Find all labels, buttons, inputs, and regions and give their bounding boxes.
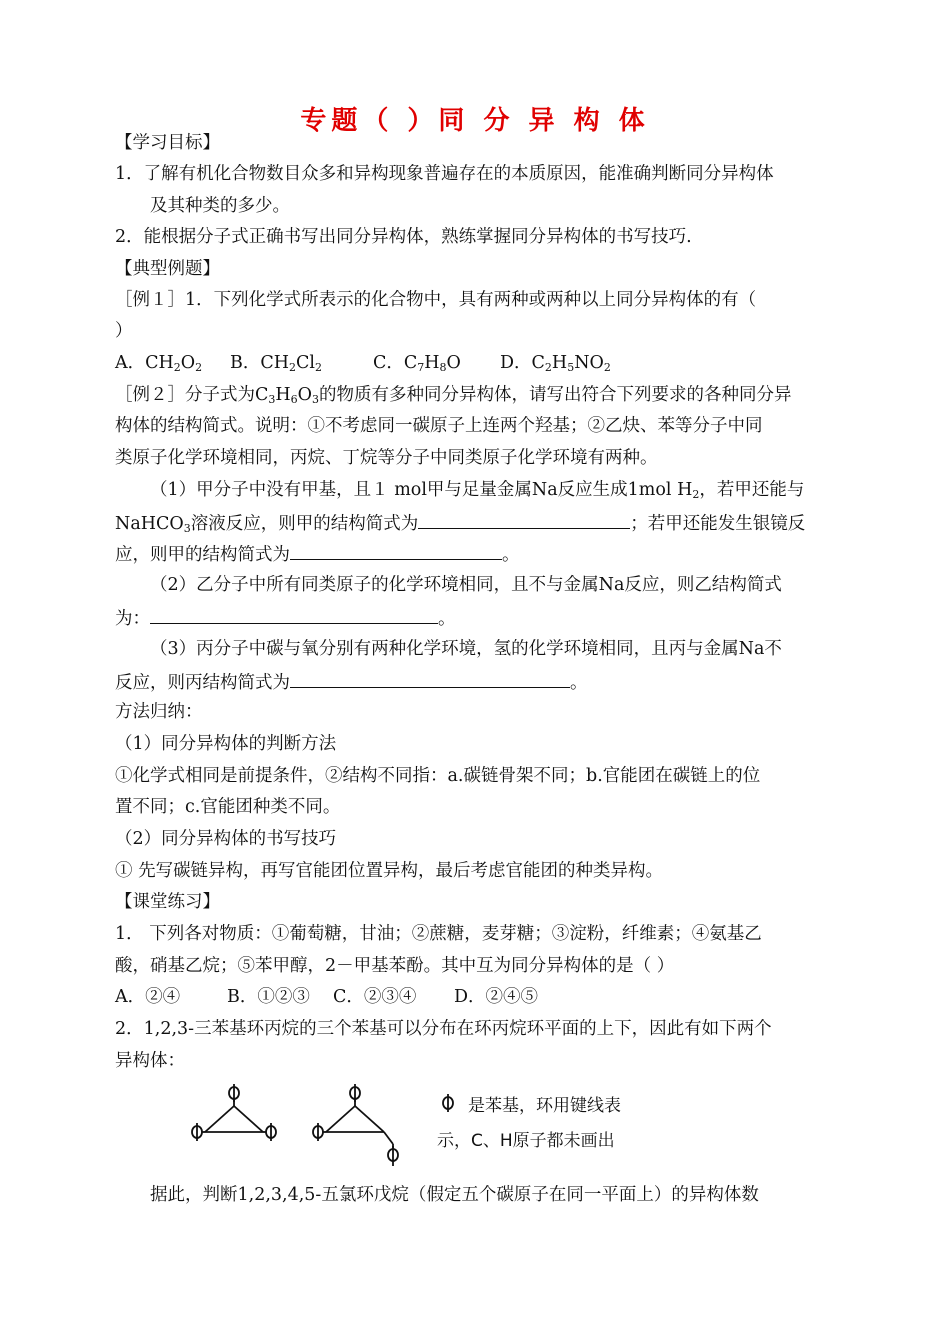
isomer-1-structure xyxy=(192,1084,276,1141)
example-1-question: ［例１］1．下列化学式所表示的化合物中，具有两种或两种以上同分异构体的有（ xyxy=(115,290,757,310)
section-heading-practice: 【课堂练习】 xyxy=(115,892,220,912)
isomer-2-structure xyxy=(313,1084,398,1166)
answer-blank-2[interactable] xyxy=(150,605,438,624)
part-3-line-1: （3）丙分子中碳与氧分别有两种化学环境，氢的化学环境相同，且丙与金属Na不 xyxy=(150,639,782,659)
practice-q1-options xyxy=(115,985,538,1009)
part-2-line-2: 为： 。 xyxy=(115,605,456,631)
option-b: B．$CH_2Cl_2$ xyxy=(230,353,323,374)
method-section-1-text: ①化学式相同是前提条件，②结构不同指：a.碳链骨架不同；b.官能团在碳链上的位 xyxy=(115,766,761,786)
option-d: D．②④⑤ xyxy=(454,987,539,1007)
practice-q2: 2．1,2,3-三苯基环丙烷的三个苯基可以分布在环丙烷环平面的上下，因此有如下两个 xyxy=(115,1019,772,1039)
method-heading: 方法归纳： xyxy=(115,702,203,722)
page-title: 专题（ ）同 分 异 构 体 xyxy=(300,106,650,136)
answer-blank-1b[interactable] xyxy=(290,541,502,560)
answer-blank-3[interactable] xyxy=(290,669,570,688)
figure-caption-line-1: 是苯基，环用键线表 xyxy=(468,1096,621,1116)
method-section-2: （2）同分异构体的书写技巧 xyxy=(115,829,337,849)
formula-c3h6o3: $C_3H_6O_3$ xyxy=(255,385,320,406)
option-c: C．②③④ xyxy=(333,987,417,1007)
option-b: B．①②③ xyxy=(227,987,310,1007)
method-section-1: （1）同分异构体的判断方法 xyxy=(115,734,337,754)
goal-item-2: 2．能根据分子式正确书写出同分异构体，熟练掌握同分异构体的书写技巧. xyxy=(115,227,692,247)
practice-q1-cont: 酸，硝基乙烷；⑤苯甲醇，2－甲基苯酚。其中互为同分异构体的是（ ） xyxy=(115,956,675,976)
option-c: C．$C_7H_8O$ xyxy=(373,353,461,374)
method-section-1-text-cont: 置不同；c.官能团种类不同。 xyxy=(115,797,341,817)
practice-q1: 1． 下列各对物质：①葡萄糖，甘油；②蔗糖，麦芽糖；③淀粉，纤维素；④氨基乙 xyxy=(115,924,762,944)
section-heading-learning-goals: 【学习目标】 xyxy=(115,133,220,153)
isomer-figure xyxy=(185,1078,645,1174)
option-d: D．$C_2H_5NO_2$ xyxy=(500,353,611,374)
option-a: A．②④ xyxy=(115,987,181,1007)
part-3-line-2: 反应，则丙结构简式为 。 xyxy=(115,669,588,695)
part-1-line-1: （1）甲分子中没有甲基，且１ mol甲与足量金属Na反应生成1mol $H_2$，若甲还能与 xyxy=(150,480,805,501)
example-1-options xyxy=(115,351,611,375)
example-2-intro-cont-2: 类原子化学环境相同，丙烷、丁烷等分子中同类原子化学环境有两种。 xyxy=(115,448,658,468)
example-2-intro-cont: 构体的结构简式。说明：①不考虑同一碳原子上连两个羟基；②乙炔、苯等分子中同 xyxy=(115,416,763,436)
section-heading-examples: 【典型例题】 xyxy=(115,259,220,279)
practice-q2-cont: 异构体： xyxy=(115,1051,185,1071)
example-1-question-cont: ） xyxy=(115,321,133,341)
example-2-intro: ［例２］分子式为$C_3H_6O_3$的物质有多种同分异构体，请写出符合下列要求的各种同分异 xyxy=(115,385,792,406)
practice-q2-final: 据此，判断1,2,3,4,5-五氯环戊烷（假定五个碳原子在同一平面上）的异构体数 xyxy=(150,1185,759,1205)
goal-item-1-cont: 及其种类的多少。 xyxy=(150,196,290,216)
method-section-2-text: ① 先写碳链异构，再写官能团位置异构，最后考虑官能团的种类异构。 xyxy=(115,861,664,881)
option-a: A．$CH_2O_2$ xyxy=(115,353,203,374)
figure-caption-line-2: 示，C、H原子都未画出 xyxy=(437,1131,615,1151)
part-1-line-2: NaHCO$_3$溶液反应，则甲的结构简式为 ；若甲还能发生银镜反 xyxy=(115,510,805,536)
goal-item-1: 1．了解有机化合物数目众多和异构现象普遍存在的本质原因，能准确判断同分异构体 xyxy=(115,164,774,184)
part-2-line-1: （2）乙分子中所有同类原子的化学环境相同，且不与金属Na反应，则乙结构简式 xyxy=(150,575,782,595)
part-1-line-3: 应，则甲的结构简式为 。 xyxy=(115,541,520,567)
phenyl-symbol-icon xyxy=(443,1094,453,1112)
answer-blank-1a[interactable] xyxy=(418,510,630,529)
